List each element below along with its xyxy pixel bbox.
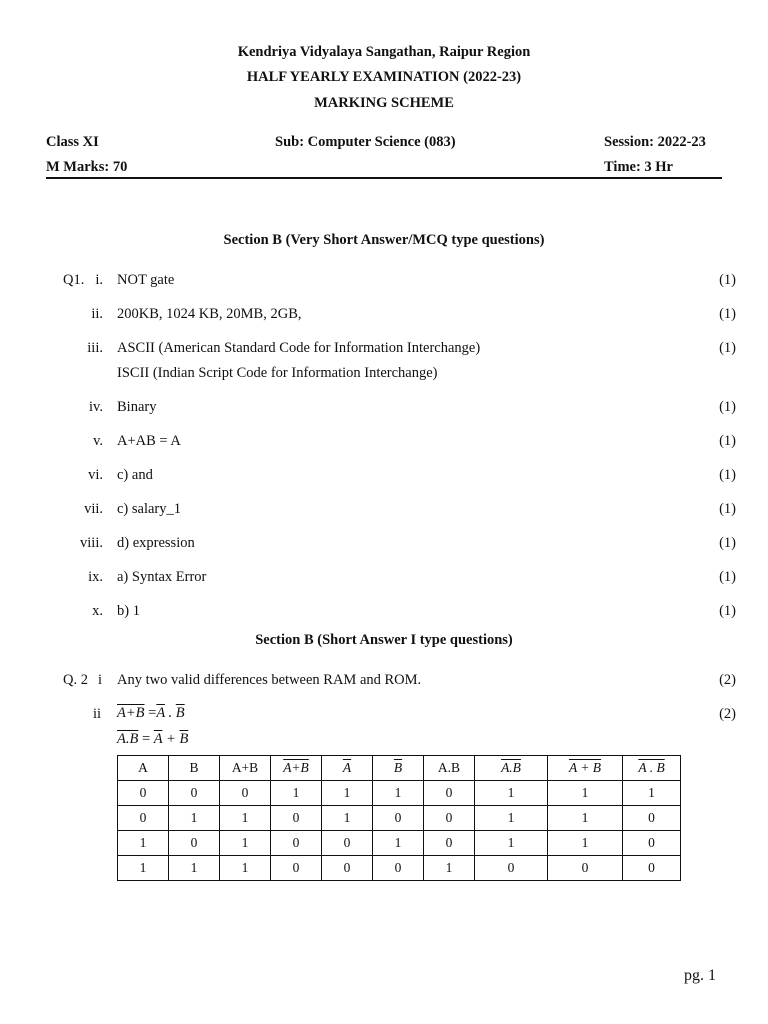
item-marks: (1)	[719, 569, 736, 585]
table-cell: 0	[373, 806, 424, 831]
table-cell: 0	[118, 806, 169, 831]
table-cell: 1	[548, 831, 623, 856]
table-row	[118, 781, 681, 806]
table-cell: 1	[169, 806, 220, 831]
table-cell: 1	[623, 781, 681, 806]
table-cell: 0	[623, 856, 681, 881]
law-lhs: A.B	[117, 731, 139, 747]
document-title: MARKING SCHEME	[314, 95, 454, 111]
header-cell: A+B	[220, 756, 271, 781]
item-answer: Binary	[117, 399, 157, 415]
item-answer: NOT gate	[117, 272, 175, 288]
header-divider	[46, 177, 722, 179]
table-cell: 0	[424, 831, 475, 856]
table-cell: 1	[373, 781, 424, 806]
item-answer: b) 1	[117, 603, 140, 619]
page-number: pg. 1	[684, 967, 716, 984]
table-cell: 1	[118, 856, 169, 881]
item-number: x.	[92, 603, 103, 619]
section-title-sa1: Section B (Short Answer I type questions)	[255, 632, 513, 648]
table-cell: 0	[271, 806, 322, 831]
law-term: $\overline{B}$	[179, 731, 189, 747]
law-term: $\overline{A}$	[156, 705, 165, 721]
session-label: Session: 2022-23	[604, 134, 706, 150]
table-cell: 0	[271, 831, 322, 856]
table-cell: 0	[623, 806, 681, 831]
table-cell: 0	[475, 856, 548, 881]
item-answer: a) Syntax Error	[117, 569, 207, 585]
header-cell: B	[169, 756, 220, 781]
item-number: viii.	[80, 535, 103, 551]
q2-label: Q. 2	[63, 672, 88, 688]
item-answer: A+AB = A	[117, 433, 181, 449]
table-cell: 0	[271, 856, 322, 881]
item-number: i.	[95, 272, 103, 288]
table-cell: 0	[424, 806, 475, 831]
table-row	[118, 831, 681, 856]
header-cell: A+B	[271, 756, 322, 781]
header-cell: A	[118, 756, 169, 781]
header-cell: A.B	[475, 756, 548, 781]
demorgan-law-1	[117, 705, 185, 722]
header-cell: A.B	[424, 756, 475, 781]
table-cell: 1	[475, 781, 548, 806]
q2-item-answer: Any two valid differences between RAM and ROM.	[117, 672, 422, 688]
table-cell: 1	[220, 856, 271, 881]
item-marks: (1)	[719, 272, 736, 288]
table-cell: 0	[169, 781, 220, 806]
law-operator: .	[164, 705, 176, 721]
school-name: Kendriya Vidyalaya Sangathan, Raipur Region	[237, 44, 531, 60]
max-marks-label: M Marks: 70	[46, 159, 128, 175]
table-cell: 1	[322, 781, 373, 806]
header-cell: $\overline{A}$	[322, 756, 373, 781]
table-cell: 1	[220, 806, 271, 831]
item-answer-line2: ISCII (Indian Script Code for Information Interchange)	[117, 365, 438, 381]
item-answer: c) and	[117, 467, 153, 483]
table-cell: 1	[424, 856, 475, 881]
law-operator: +	[162, 731, 180, 747]
item-answer: ASCII (American Standard Code for Information Interchange)	[117, 340, 481, 356]
table-header-row	[118, 756, 681, 781]
law-equals: =	[144, 705, 157, 721]
class-label: Class XI	[46, 134, 99, 150]
item-answer: d) expression	[117, 535, 195, 551]
q2-subitem-number: ii	[93, 706, 102, 722]
item-answer: 200KB, 1024 KB, 20MB, 2GB,	[117, 306, 302, 322]
header-cell: A + B	[548, 756, 623, 781]
item-number: ii.	[91, 306, 103, 322]
q2-item-marks: (2)	[719, 672, 736, 688]
item-marks: (1)	[719, 340, 736, 356]
law-term: $\overline{A}$	[153, 731, 163, 747]
item-marks: (1)	[719, 467, 736, 483]
table-cell: 0	[322, 831, 373, 856]
table-cell: 0	[118, 781, 169, 806]
table-cell: 1	[271, 781, 322, 806]
table-row	[118, 806, 681, 831]
item-marks: (1)	[719, 433, 736, 449]
item-marks: (1)	[719, 535, 736, 551]
table-cell: 1	[475, 831, 548, 856]
law-term: $\overline{B}$	[175, 705, 185, 721]
q1-label: Q1.	[63, 272, 85, 288]
truth-table	[117, 755, 681, 881]
item-marks: (1)	[719, 306, 736, 322]
item-number: v.	[93, 433, 103, 449]
demorgan-law-2	[117, 731, 188, 748]
item-number: ix.	[88, 569, 103, 585]
item-number: vi.	[88, 467, 103, 483]
table-cell: 1	[475, 806, 548, 831]
table-cell: 1	[548, 781, 623, 806]
header-cell: $\overline{B}$	[373, 756, 424, 781]
q2-item-number: i	[98, 672, 103, 688]
q2-subitem-marks: (2)	[719, 706, 736, 722]
subject-label: Sub: Computer Science (083)	[275, 134, 456, 150]
table-cell: 0	[220, 781, 271, 806]
item-number: iii.	[87, 340, 103, 356]
item-marks: (1)	[719, 603, 736, 619]
table-cell: 0	[169, 831, 220, 856]
item-marks: (1)	[719, 399, 736, 415]
header-cell: A . B	[623, 756, 681, 781]
item-number: iv.	[89, 399, 103, 415]
section-title-vsa: Section B (Very Short Answer/MCQ type questions)	[223, 232, 545, 248]
table-cell: 0	[548, 856, 623, 881]
table-cell: 0	[424, 781, 475, 806]
item-answer: c) salary_1	[117, 501, 182, 517]
table-row	[118, 856, 681, 881]
exam-title: HALF YEARLY EXAMINATION (2022-23)	[246, 69, 522, 85]
table-cell: 0	[322, 856, 373, 881]
table-cell: 0	[623, 831, 681, 856]
table-cell: 0	[373, 856, 424, 881]
table-cell: 1	[220, 831, 271, 856]
table-cell: 1	[118, 831, 169, 856]
table-cell: 1	[548, 806, 623, 831]
item-marks: (1)	[719, 501, 736, 517]
item-number: vii.	[84, 501, 103, 517]
time-label: Time: 3 Hr	[604, 159, 673, 175]
table-cell: 1	[322, 806, 373, 831]
table-cell: 1	[169, 856, 220, 881]
law-equals: =	[138, 731, 154, 747]
table-cell: 1	[373, 831, 424, 856]
law-lhs: A+B	[117, 705, 145, 721]
